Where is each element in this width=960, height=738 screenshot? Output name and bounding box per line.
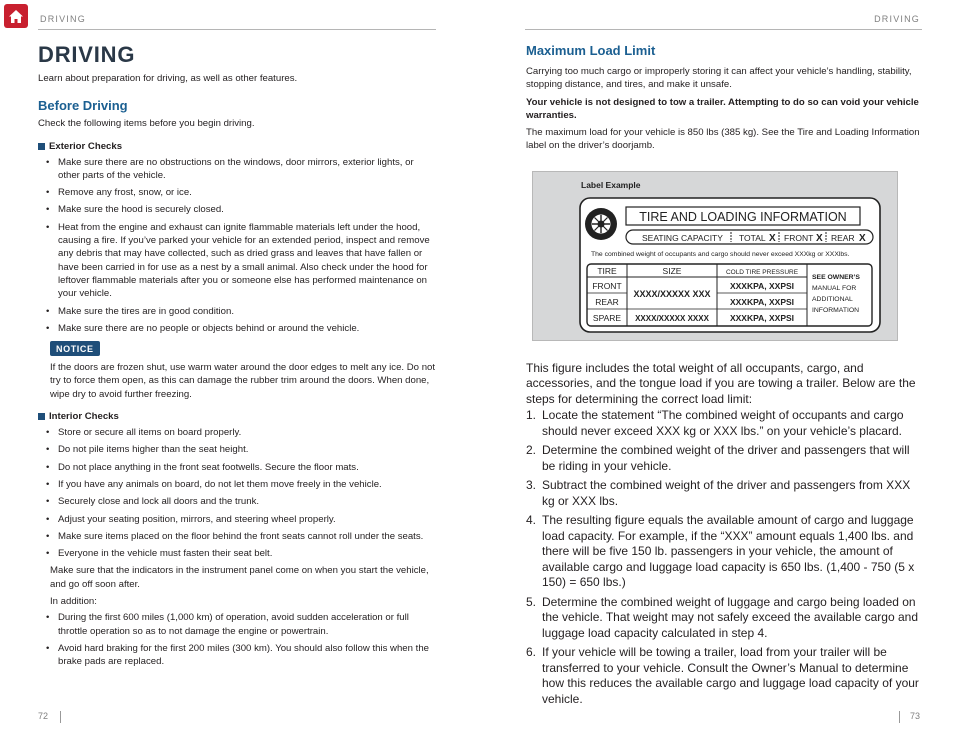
interior-checks-label: Interior Checks xyxy=(49,411,119,423)
interior-checks-list xyxy=(38,426,438,560)
list-item: • Make sure the hood is securely closed. xyxy=(38,203,438,216)
label-col-tire: TIRE xyxy=(597,265,617,276)
list-item: 4. The resulting figure equals the available amount of cargo and luggage load capacity. For example, if the “XXX” amount equals 1,400 lbs. and there will be five 150 lb. passengers in your vehicle, the amount of available cargo and luggage load capacity is 650 lbs. (1,400 - 750 (5 x 150) = 650 lbs.) xyxy=(526,513,915,590)
list-item: • Adjust your seating position, mirrors, and steering wheel properly. xyxy=(38,513,438,526)
label-col-size: SIZE xyxy=(662,265,682,276)
label-pressure-front: XXXKPA, XXPSI xyxy=(729,280,795,291)
list-item: • Securely close and lock all doors and the trunk. xyxy=(38,495,438,508)
page-number-divider xyxy=(60,711,61,723)
square-bullet-icon xyxy=(38,413,45,420)
label-combined-weight: The combined weight of occupants and cargo should never exceed XXXkg or XXXlbs. xyxy=(591,250,850,258)
header-rule-right xyxy=(525,29,922,30)
page-number-right: 73 xyxy=(909,711,920,721)
label-row-front: FRONT xyxy=(592,280,622,291)
list-item: • If you have any animals on board, do not let them move freely in the vehicle. xyxy=(38,478,438,491)
list-item: • Remove any frost, snow, or ice. xyxy=(38,186,438,199)
label-front: FRONT xyxy=(784,232,814,243)
page-number-divider xyxy=(899,711,900,723)
home-button[interactable] xyxy=(4,4,28,28)
label-title: TIRE AND LOADING INFORMATION xyxy=(639,209,847,224)
before-driving-text: Check the following items before you begin driving. xyxy=(38,118,255,130)
indicators-text: Make sure that the indicators in the instrument panel come on when you start the vehicle, and go off soon after. xyxy=(50,565,429,590)
header-rule-left xyxy=(38,29,436,30)
running-head-right: DRIVING xyxy=(874,14,920,24)
list-item: • Avoid hard braking for the first 200 miles (300 km). You should also follow this when the brake pads are replaced. xyxy=(38,642,438,669)
exterior-checks-list xyxy=(38,156,438,336)
home-icon xyxy=(8,9,24,24)
label-see-manual-3: ADDITIONAL xyxy=(812,295,853,303)
list-item: 1. Locate the statement “The combined weight of occupants and cargo should never exceed XXX kg or XXX lbs.” on your vehicle’s placard. xyxy=(526,408,904,438)
page-number-left: 72 xyxy=(38,711,49,721)
list-item: • Make sure there are no people or objects behind or around the vehicle. xyxy=(38,322,438,335)
label-rear: REAR xyxy=(831,232,855,243)
load-limit-steps xyxy=(526,408,922,707)
max-load-value-text: The maximum load for your vehicle is 850 lbs (385 kg). See the Tire and Loading Information label on the driver’s doorjamb. xyxy=(526,127,920,152)
label-row-spare: SPARE xyxy=(592,312,622,323)
label-front-x: X xyxy=(816,232,823,244)
list-item: • Make sure there are no obstructions on the windows, door mirrors, exterior lights, or other parts of the vehicle. xyxy=(38,156,438,183)
label-pressure-rear: XXXKPA, XXPSI xyxy=(729,296,795,307)
label-seating-capacity: SEATING CAPACITY xyxy=(642,232,723,243)
exterior-checks-heading xyxy=(38,140,438,153)
label-see-manual-2: MANUAL FOR xyxy=(812,284,857,292)
list-item: 5. Determine the combined weight of luggage and cargo being loaded on the vehicle. That weight may not safely exceed the available cargo and luggage load capacity calculated in step 4. xyxy=(526,594,919,640)
notice-badge: NOTICE xyxy=(50,341,100,356)
label-pressure-spare: XXXKPA, XXPSI xyxy=(729,312,795,323)
label-row-rear: REAR xyxy=(595,296,619,307)
left-column xyxy=(38,42,438,673)
list-item: • Do not pile items higher than the seat height. xyxy=(38,443,438,456)
max-load-text: Carrying too much cargo or improperly storing it can affect your vehicle’s handling, stability, stopping distance, and tires, and make it unsafe. xyxy=(526,66,912,91)
intro-text: Learn about preparation for driving, as well as other features. xyxy=(38,73,298,84)
right-page xyxy=(480,0,960,738)
tire-loading-label xyxy=(579,197,881,333)
before-driving-heading: Before Driving xyxy=(38,98,128,114)
label-size-spare: XXXX/XXXXX XXXX xyxy=(635,313,709,323)
label-see-manual-1: SEE OWNER’S xyxy=(812,273,860,281)
label-total-x: X xyxy=(769,232,776,244)
list-item: • During the first 600 miles (1,000 km) of operation, avoid sudden acceleration or full throttle operation so as to not damage the engine or powertrain. xyxy=(38,611,438,638)
square-bullet-icon xyxy=(38,143,45,150)
list-item: • Everyone in the vehicle must fasten their seat belt. xyxy=(38,547,438,560)
label-example-caption: Label Example xyxy=(581,179,641,190)
exterior-checks-label: Exterior Checks xyxy=(49,140,123,152)
interior-checks-heading xyxy=(38,410,438,423)
list-item: 3. Subtract the combined weight of the driver and passengers from XXX kg or XXX lbs. xyxy=(526,478,911,508)
list-item: 6. If your vehicle will be towing a trailer, load from your trailer will be transferred to your vehicle. Consult the Owner’s Manual to determine how this reduces the available cargo and luggage load capacity of your vehicle. xyxy=(526,645,919,706)
addition-list xyxy=(38,611,438,668)
list-item: 2. Determine the combined weight of the driver and passengers that will be riding in your vehicle. xyxy=(526,443,910,473)
running-head-left: DRIVING xyxy=(40,14,86,24)
notice-text: If the doors are frozen shut, use warm water around the door edges to melt any ice. Do not try to force them open, as this can damage the rubber trim around the doors. When done, wipe dry to avoid further freezing. xyxy=(50,362,436,400)
label-col-pressure: COLD TIRE PRESSURE xyxy=(725,268,799,276)
in-addition-text: In addition: xyxy=(50,596,97,608)
label-size-main: XXXX/XXXXX XXX xyxy=(633,288,711,299)
tire-icon xyxy=(585,208,617,240)
tow-warning-text: Your vehicle is not designed to tow a trailer. Attempting to do so can void your vehicle warranties. xyxy=(526,96,919,121)
figure-description: This figure includes the total weight of all occupants, cargo, and accessories, and the tongue load if you are towing a trailer. Below are the steps for determining the correct load limit: xyxy=(526,360,916,406)
max-load-heading: Maximum Load Limit xyxy=(526,43,656,58)
label-rear-x: X xyxy=(859,232,866,244)
right-column xyxy=(526,42,922,711)
label-total: TOTAL xyxy=(739,232,766,243)
label-see-manual-4: INFORMATION xyxy=(812,306,860,314)
list-item: • Store or secure all items on board properly. xyxy=(38,426,438,439)
list-item: • Make sure the tires are in good condition. xyxy=(38,305,438,318)
page-title: DRIVING xyxy=(38,42,136,67)
list-item: • Make sure items placed on the floor behind the front seats cannot roll under the seats. xyxy=(38,530,438,543)
list-item: • Heat from the engine and exhaust can ignite flammable materials left under the hood, causing a fire. If you’ve parked your vehicle for an extended period, inspect and remove any debris that may have collected, such as dried grass and leaves that have fallen or have been carried in for use as a nest by a small animal. Also check under the hood for leftover flammable materials after you or someone else has performed maintenance on your vehicle. xyxy=(38,221,438,301)
label-example-figure xyxy=(532,171,898,341)
list-item: • Do not place anything in the front seat footwells. Secure the floor mats. xyxy=(38,461,438,474)
